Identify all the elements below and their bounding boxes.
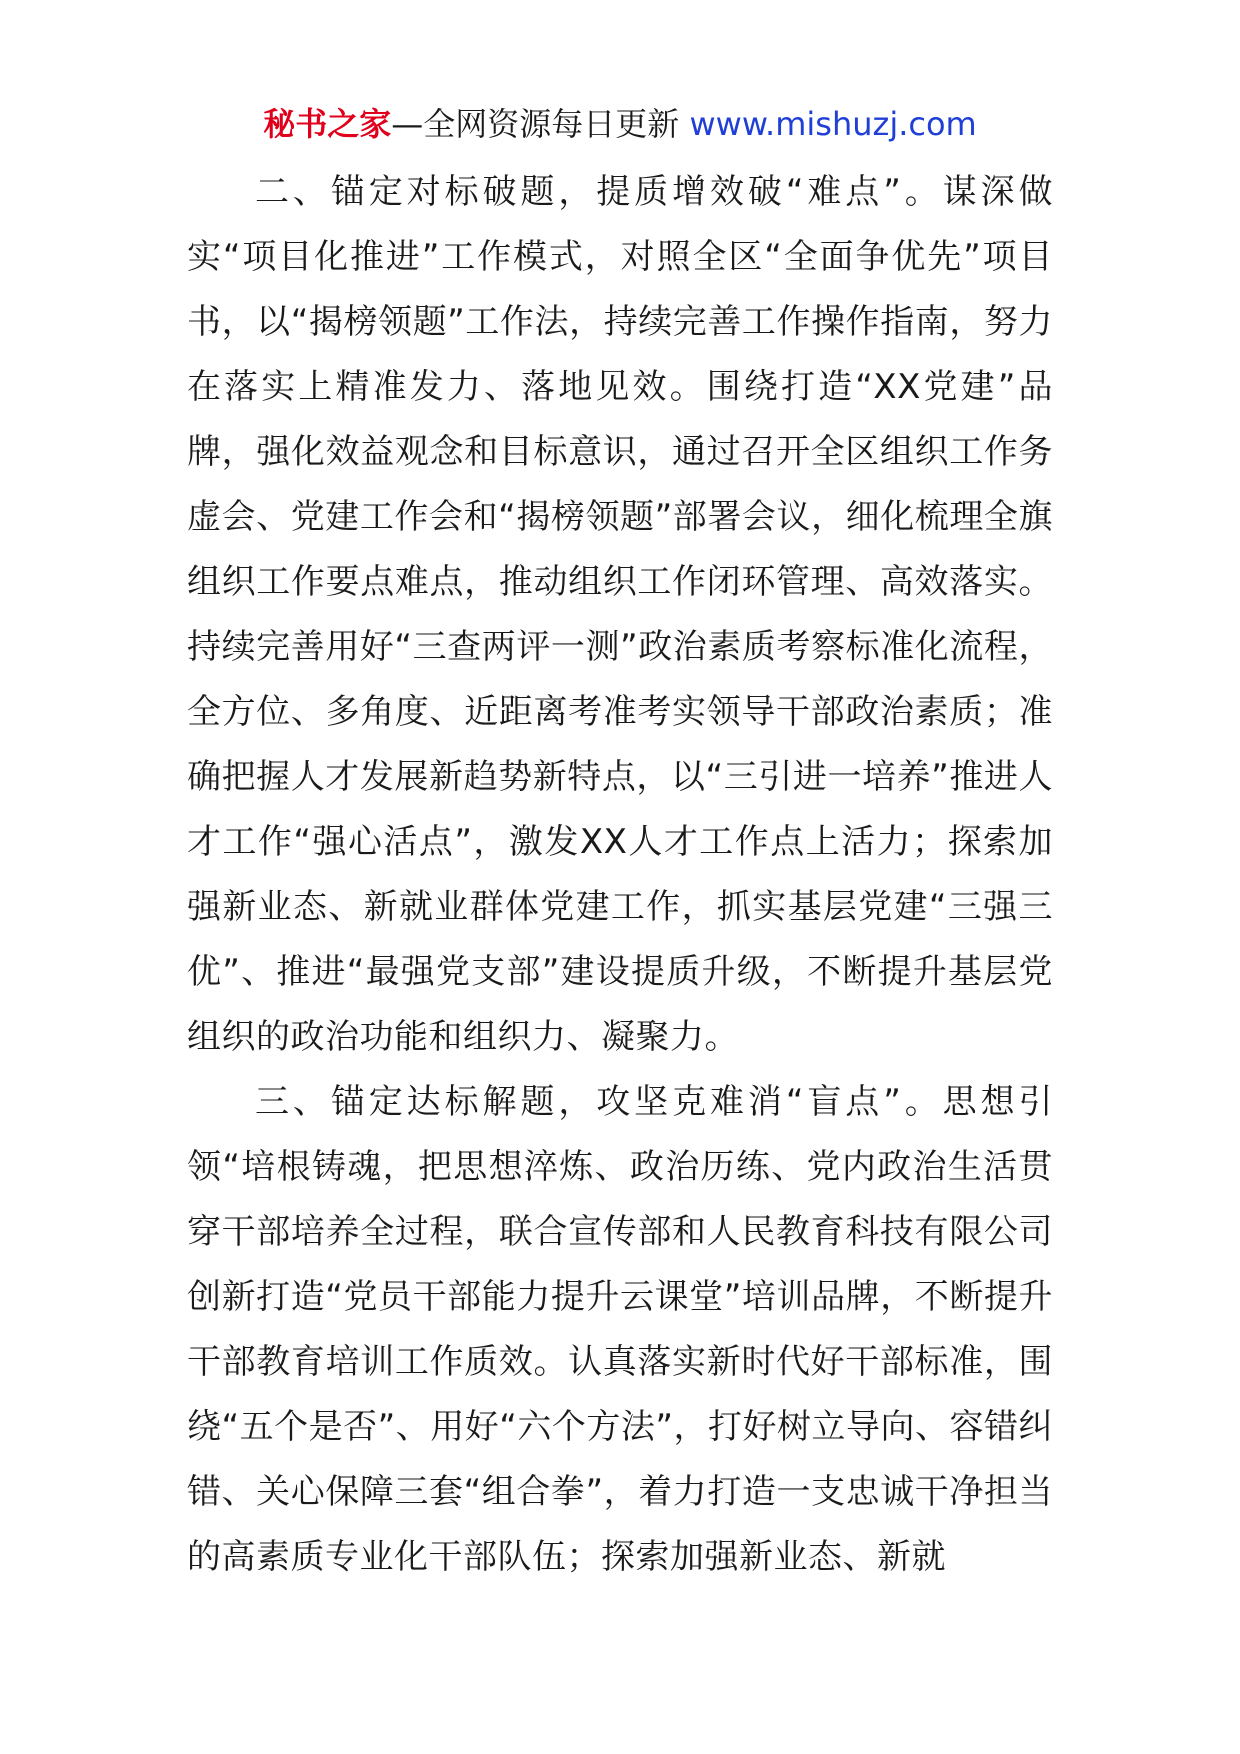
header-tagline: —全网资源每日更新 bbox=[391, 105, 690, 143]
site-header bbox=[0, 100, 1240, 148]
site-url-link[interactable]: www.mishuzj.com bbox=[689, 105, 977, 143]
paragraph-section-two: 二、锚定对标破题，提质增效破“难点”。谋深做实“项目化推进”工作模式，对照全区“全面争优先”项目书，以“揭榜领题”工作法，持续完善工作操作指南，努力在落实上精准发力、落地见效。围绕打造“XX党建”品牌，强化效益观念和目标意识，通过召开全区组织工作务虚会、党建工作会和“揭榜领题”部署会议，细化梳理全旗组织工作要点难点，推动组织工作闭环管理、高效落实。持续完善用好“三查两评一测”政治素质考察标准化流程，全方位、多角度、近距离考准考实领导干部政治素质；准确把握人才发展新趋势新特点，以“三引进一培养”推进人才工作“强心活点”，激发XX人才工作点上活力；探索加强新业态、新就业群体党建工作，抓实基层党建“三强三优”、推进“最强党支部”建设提质升级，不断提升基层党组织的政治功能和组织力、凝聚力。 bbox=[187, 172, 1053, 1057]
brand-name: 秘书之家 bbox=[263, 105, 392, 143]
document-body bbox=[187, 160, 1053, 1590]
paragraph-section-three: 三、锚定达标解题，攻坚克难消“盲点”。思想引领“培根铸魂，把思想淬炼、政治历练、党内政治生活贯穿干部培养全过程，联合宣传部和人民教育科技有限公司创新打造“党员干部能力提升云课堂”培训品牌，不断提升干部教育培训工作质效。认真落实新时代好干部标准，围绕“五个是否”、用好“六个方法”，打好树立导向、容错纠错、关心保障三套“组合拳”，着力打造一支忠诚干净担当的高素质专业化干部队伍；探索加强新业态、新就 bbox=[187, 1082, 1053, 1577]
